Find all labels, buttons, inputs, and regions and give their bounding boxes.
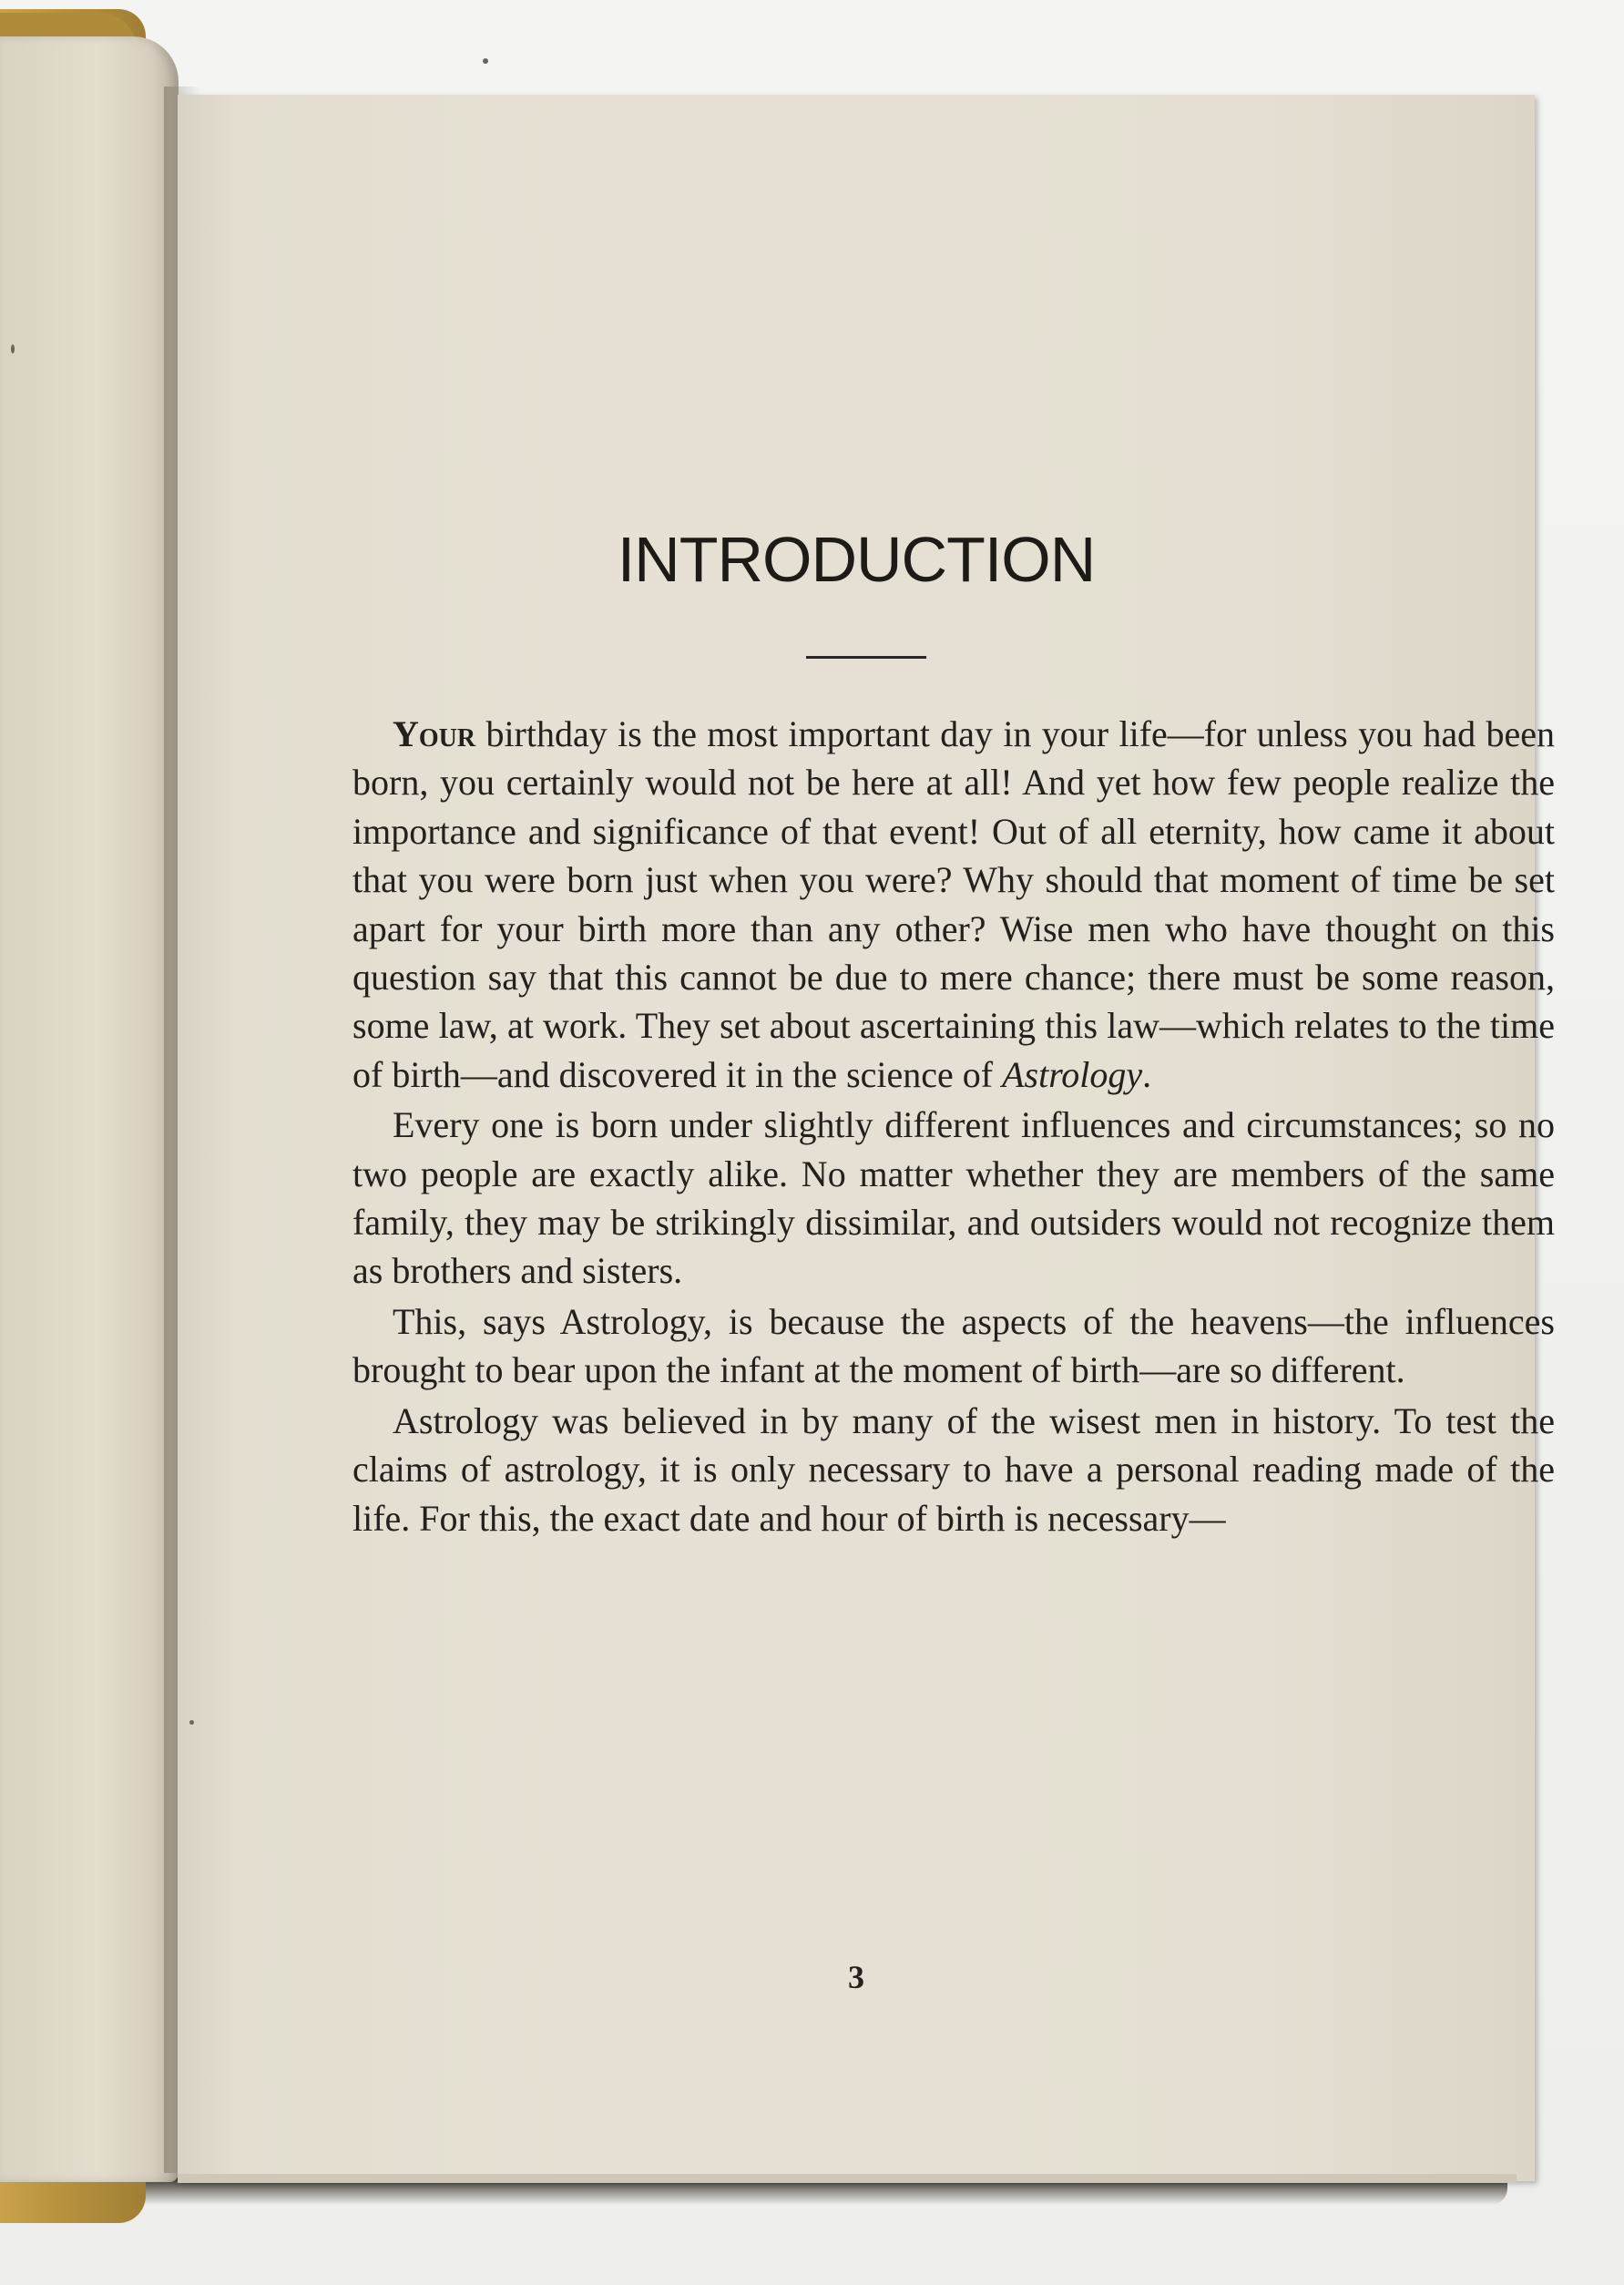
dust-speck [11, 344, 15, 354]
emphasis-astrology: Astrology [1002, 1053, 1143, 1095]
page-heading: INTRODUCTION [617, 524, 1096, 595]
heading-rule [806, 656, 926, 659]
paragraph-2: Every one is born under slightly different influences and circumstances; so no two people are exactly alike. No matter whether they are members of the same family, they may be strikingly dissimilar, and outsiders would not recognize them as brothers and sisters. [352, 1104, 1555, 1292]
page-edge [178, 2174, 1517, 2183]
page-number: 3 [848, 1959, 864, 1995]
lead-word: Your [393, 713, 476, 754]
paragraph-1-text: birthday is the most important day in your life—for unless you had been born, you certainly would not be here at all! And yet how few people realize the importance and significance of that event! Out of all eternity, how came it about that you were born just when you were? Why should that moment of time be set apart for your birth more than any other? Wise men who have thought on this question say that this cannot be due to mere chance; there must be some reason, some law, at work. They set about ascertaining this law—which relates to the time of birth—and discovered it in the science of [352, 713, 1555, 1095]
body-text [352, 710, 1555, 1542]
right-page [178, 95, 1555, 2181]
paragraph-1-tail: . [1142, 1053, 1152, 1095]
paragraph-4: Astrology was believed in by many of the wisest men in history. To test the claims of astrology, it is only necessary to have a personal reading made of the life. For this, the exact date and hour of birth is necessary— [352, 1399, 1555, 1539]
paragraph-1 [352, 710, 1555, 1099]
dust-speck [189, 1720, 194, 1725]
left-page [0, 36, 179, 2182]
dust-speck [483, 58, 488, 64]
paragraph-3: This, says Astrology, is because the aspects of the heavens—the influences brought to bear upon the infant at the moment of birth—are so different. [352, 1300, 1555, 1391]
